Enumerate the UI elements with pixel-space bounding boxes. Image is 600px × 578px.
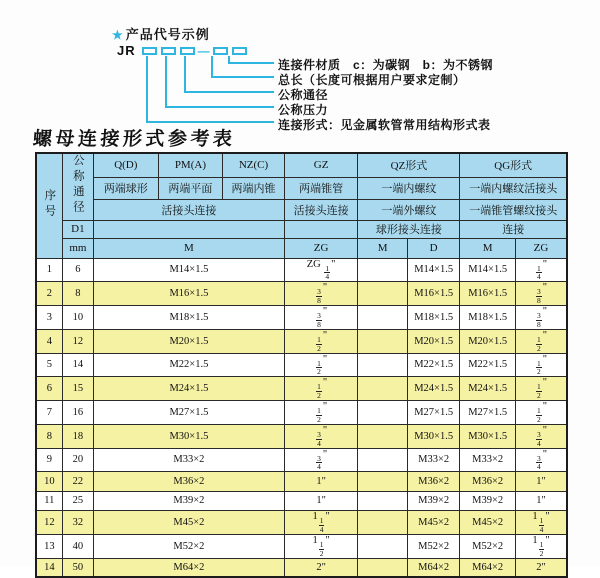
seq-cell: 13 xyxy=(36,534,62,558)
product-code-heading xyxy=(112,24,210,43)
qz-m-cell xyxy=(358,401,407,425)
qg-m-cell: M33×2 xyxy=(460,448,516,472)
qg-zg-cell: $\frac{3}{8}$ " xyxy=(515,306,567,330)
dn-cell: 10 xyxy=(62,306,93,330)
table-body xyxy=(36,258,567,577)
qz-m-cell xyxy=(358,282,407,306)
nut-connection-table xyxy=(35,152,568,578)
dn-cell: 14 xyxy=(62,353,93,377)
qg-m-cell: M24×1.5 xyxy=(460,377,516,401)
dn-cell: 15 xyxy=(62,377,93,401)
qz-d-cell: M64×2 xyxy=(407,558,460,577)
qz-m-cell xyxy=(358,258,407,282)
diagram-label-diameter: 公称通径 xyxy=(278,88,329,102)
header-qz-desc: 一端内螺纹 xyxy=(358,177,460,199)
qg-m-cell: M20×1.5 xyxy=(460,329,516,353)
header-qz-m: M xyxy=(358,238,407,258)
seq-cell: 6 xyxy=(36,377,62,401)
header-q-desc: 两端球形 xyxy=(94,177,159,199)
code-box-5 xyxy=(232,47,247,55)
gz-cell: $\frac{1}{2}$ " xyxy=(284,377,358,401)
dn-cell: 50 xyxy=(62,558,93,577)
table-row xyxy=(36,282,567,306)
seq-cell: 9 xyxy=(36,448,62,472)
m-thread-cell: M14×1.5 xyxy=(94,258,285,282)
qg-zg-cell: 1 $\frac{1}{4}$ " xyxy=(515,511,567,535)
qg-m-cell: M36×2 xyxy=(460,472,516,491)
code-prefix: JR xyxy=(117,43,136,58)
diagram-label-pressure: 公称压力 xyxy=(278,103,329,117)
seq-cell: 4 xyxy=(36,329,62,353)
seq-cell: 10 xyxy=(36,472,62,491)
qz-m-cell xyxy=(358,491,407,510)
code-dash: — xyxy=(197,43,210,58)
qz-d-cell: M33×2 xyxy=(407,448,460,472)
qg-m-cell: M52×2 xyxy=(460,534,516,558)
header-qz-d: D xyxy=(407,238,460,258)
qg-zg-cell: $\frac{1}{2}$ " xyxy=(515,377,567,401)
header-blank-gz xyxy=(284,220,358,238)
gz-cell: 1" xyxy=(284,491,358,510)
qg-m-cell: M39×2 xyxy=(460,491,516,510)
seq-cell: 14 xyxy=(36,558,62,577)
dn-cell: 8 xyxy=(62,282,93,306)
table-row xyxy=(36,511,567,535)
qz-d-cell: M22×1.5 xyxy=(407,353,460,377)
diagram-label-connection: 连接形式：见金属软管常用结构形式表 xyxy=(278,118,491,132)
m-thread-cell: M24×1.5 xyxy=(94,377,285,401)
qg-m-cell: M64×2 xyxy=(460,558,516,577)
qg-zg-cell: 1" xyxy=(515,472,567,491)
qz-d-cell: M14×1.5 xyxy=(407,258,460,282)
table-row xyxy=(36,534,567,558)
header-nz-desc: 两端内锥 xyxy=(223,177,285,199)
seq-cell: 1 xyxy=(36,258,62,282)
header-col-qg: QG形式 xyxy=(460,153,567,177)
seq-cell: 5 xyxy=(36,353,62,377)
qg-zg-cell: $\frac{1}{2}$ " xyxy=(515,353,567,377)
qg-zg-cell: $\frac{1}{4}$ " xyxy=(515,258,567,282)
qz-d-cell: M39×2 xyxy=(407,491,460,510)
dn-cell: 20 xyxy=(62,448,93,472)
header-m-span: M xyxy=(94,238,285,258)
table-row xyxy=(36,377,567,401)
code-box-2 xyxy=(161,47,176,55)
m-thread-cell: M30×1.5 xyxy=(94,424,285,448)
header-col-nz: NZ(C) xyxy=(223,153,285,177)
m-thread-cell: M22×1.5 xyxy=(94,353,285,377)
qg-m-cell: M30×1.5 xyxy=(460,424,516,448)
table-row xyxy=(36,424,567,448)
table-title: 螺母连接形式参考表 xyxy=(32,129,237,150)
qg-m-cell: M27×1.5 xyxy=(460,401,516,425)
dn-cell: 12 xyxy=(62,329,93,353)
header-unit: mm xyxy=(62,238,93,258)
table-row xyxy=(36,558,567,577)
code-box-1 xyxy=(142,47,157,55)
m-thread-cell: M36×2 xyxy=(94,472,285,491)
qz-d-cell: M30×1.5 xyxy=(407,424,460,448)
m-thread-cell: M52×2 xyxy=(94,534,285,558)
star-icon: ★ xyxy=(112,28,124,42)
dn-cell: 22 xyxy=(62,472,93,491)
table-row xyxy=(36,306,567,330)
qg-zg-cell: $\frac{3}{4}$ " xyxy=(515,448,567,472)
qz-m-cell xyxy=(358,377,407,401)
header-dn: 公称通径 xyxy=(62,153,93,220)
connector-line xyxy=(146,56,148,123)
dn-cell: 18 xyxy=(62,424,93,448)
qz-m-cell xyxy=(358,424,407,448)
connector-line xyxy=(228,62,274,64)
seq-cell: 8 xyxy=(36,424,62,448)
gz-cell: $\frac{3}{8}$ " xyxy=(284,282,358,306)
seq-cell: 2 xyxy=(36,282,62,306)
qz-m-cell xyxy=(358,511,407,535)
header-seq: 序号 xyxy=(36,153,62,258)
qz-m-cell xyxy=(358,329,407,353)
header-qg-zg: ZG xyxy=(515,238,567,258)
table-row xyxy=(36,472,567,491)
qz-m-cell xyxy=(358,448,407,472)
connector-line xyxy=(184,56,186,93)
seq-cell: 7 xyxy=(36,401,62,425)
gz-cell: $\frac{1}{2}$ " xyxy=(284,353,358,377)
gz-cell: $\frac{3}{8}$ " xyxy=(284,306,358,330)
qg-zg-cell: 1 $\frac{1}{2}$ " xyxy=(515,534,567,558)
header-col-gz: GZ xyxy=(284,153,358,177)
m-thread-cell: M27×1.5 xyxy=(94,401,285,425)
dn-cell: 16 xyxy=(62,401,93,425)
dn-cell: 32 xyxy=(62,511,93,535)
qg-zg-cell: 2" xyxy=(515,558,567,577)
connector-line xyxy=(146,121,274,123)
connector-line xyxy=(184,91,274,93)
qg-m-cell: M14×1.5 xyxy=(460,258,516,282)
product-code-heading-text: 产品代号示例 xyxy=(125,27,210,42)
gz-cell: $\frac{3}{4}$ " xyxy=(284,424,358,448)
table-row xyxy=(36,448,567,472)
seq-cell: 3 xyxy=(36,306,62,330)
qg-zg-cell: $\frac{1}{2}$ " xyxy=(515,329,567,353)
gz-cell: 1 $\frac{1}{2}$ " xyxy=(284,534,358,558)
m-thread-cell: M16×1.5 xyxy=(94,282,285,306)
qz-m-cell xyxy=(358,353,407,377)
dn-cell: 40 xyxy=(62,534,93,558)
header-qz-conn: 球形接头连接 xyxy=(358,220,460,238)
qg-zg-cell: $\frac{1}{2}$ " xyxy=(515,401,567,425)
header-qg-m: M xyxy=(460,238,516,258)
m-thread-cell: M64×2 xyxy=(94,558,285,577)
table-row xyxy=(36,401,567,425)
gz-cell: 1" xyxy=(284,472,358,491)
gz-cell: $\frac{1}{2}$ " xyxy=(284,329,358,353)
header-gz-conn: 活接头连接 xyxy=(284,199,358,220)
gz-cell: 1 $\frac{1}{4}$ " xyxy=(284,511,358,535)
code-box-4 xyxy=(213,47,228,55)
qz-d-cell: M18×1.5 xyxy=(407,306,460,330)
table-row xyxy=(36,329,567,353)
seq-cell: 12 xyxy=(36,511,62,535)
diagram-label-material: 连接件材质 c：为碳钢 b：为不锈钢 xyxy=(278,58,494,72)
qg-m-cell: M16×1.5 xyxy=(460,282,516,306)
qg-m-cell: M22×1.5 xyxy=(460,353,516,377)
qz-d-cell: M36×2 xyxy=(407,472,460,491)
qz-m-cell xyxy=(358,534,407,558)
header-col-pm: PM(A) xyxy=(158,153,223,177)
seq-cell: 11 xyxy=(36,491,62,510)
table-row xyxy=(36,258,567,282)
dn-cell: 25 xyxy=(62,491,93,510)
code-box-3 xyxy=(180,47,195,55)
qg-zg-cell: 1" xyxy=(515,491,567,510)
qz-d-cell: M52×2 xyxy=(407,534,460,558)
qz-m-cell xyxy=(358,472,407,491)
header-qg-desc2: 一端锥管螺纹接头 xyxy=(460,199,567,220)
header-gz-desc: 两端锥管 xyxy=(284,177,358,199)
qz-m-cell xyxy=(358,306,407,330)
header-qg-desc: 一端内螺纹活接头 xyxy=(460,177,567,199)
header-pm-desc: 两端平面 xyxy=(158,177,223,199)
qz-d-cell: M20×1.5 xyxy=(407,329,460,353)
m-thread-cell: M45×2 xyxy=(94,511,285,535)
connector-line xyxy=(165,56,167,108)
diagram-label-length: 总长（长度可根据用户要求定制） xyxy=(278,73,466,87)
qg-zg-cell: $\frac{3}{4}$ " xyxy=(515,424,567,448)
gz-cell: 2" xyxy=(284,558,358,577)
connector-line xyxy=(211,76,274,78)
header-zg: ZG xyxy=(284,238,358,258)
m-thread-cell: M39×2 xyxy=(94,491,285,510)
qz-d-cell: M27×1.5 xyxy=(407,401,460,425)
header-col-q: Q(D) xyxy=(94,153,159,177)
qz-d-cell: M45×2 xyxy=(407,511,460,535)
gz-cell: $\frac{3}{4}$ " xyxy=(284,448,358,472)
header-union-conn: 活接头连接 xyxy=(94,199,285,220)
connector-line xyxy=(211,56,213,78)
qz-m-cell xyxy=(358,558,407,577)
table-row xyxy=(36,491,567,510)
connector-line xyxy=(165,106,274,108)
m-thread-cell: M18×1.5 xyxy=(94,306,285,330)
header-blank-union xyxy=(94,220,285,238)
qg-m-cell: M18×1.5 xyxy=(460,306,516,330)
dn-cell: 6 xyxy=(62,258,93,282)
m-thread-cell: M33×2 xyxy=(94,448,285,472)
header-d1: D1 xyxy=(62,220,93,238)
table-row xyxy=(36,353,567,377)
qz-d-cell: M24×1.5 xyxy=(407,377,460,401)
header-col-qz: QZ形式 xyxy=(358,153,460,177)
m-thread-cell: M20×1.5 xyxy=(94,329,285,353)
gz-cell: $\frac{1}{2}$ " xyxy=(284,401,358,425)
qg-zg-cell: $\frac{3}{8}$ " xyxy=(515,282,567,306)
header-qg-conn: 连接 xyxy=(460,220,567,238)
qg-m-cell: M45×2 xyxy=(460,511,516,535)
header-qz-desc2: 一端外螺纹 xyxy=(358,199,460,220)
qz-d-cell: M16×1.5 xyxy=(407,282,460,306)
gz-cell: ZG $\frac{1}{4}$ " xyxy=(284,258,358,282)
